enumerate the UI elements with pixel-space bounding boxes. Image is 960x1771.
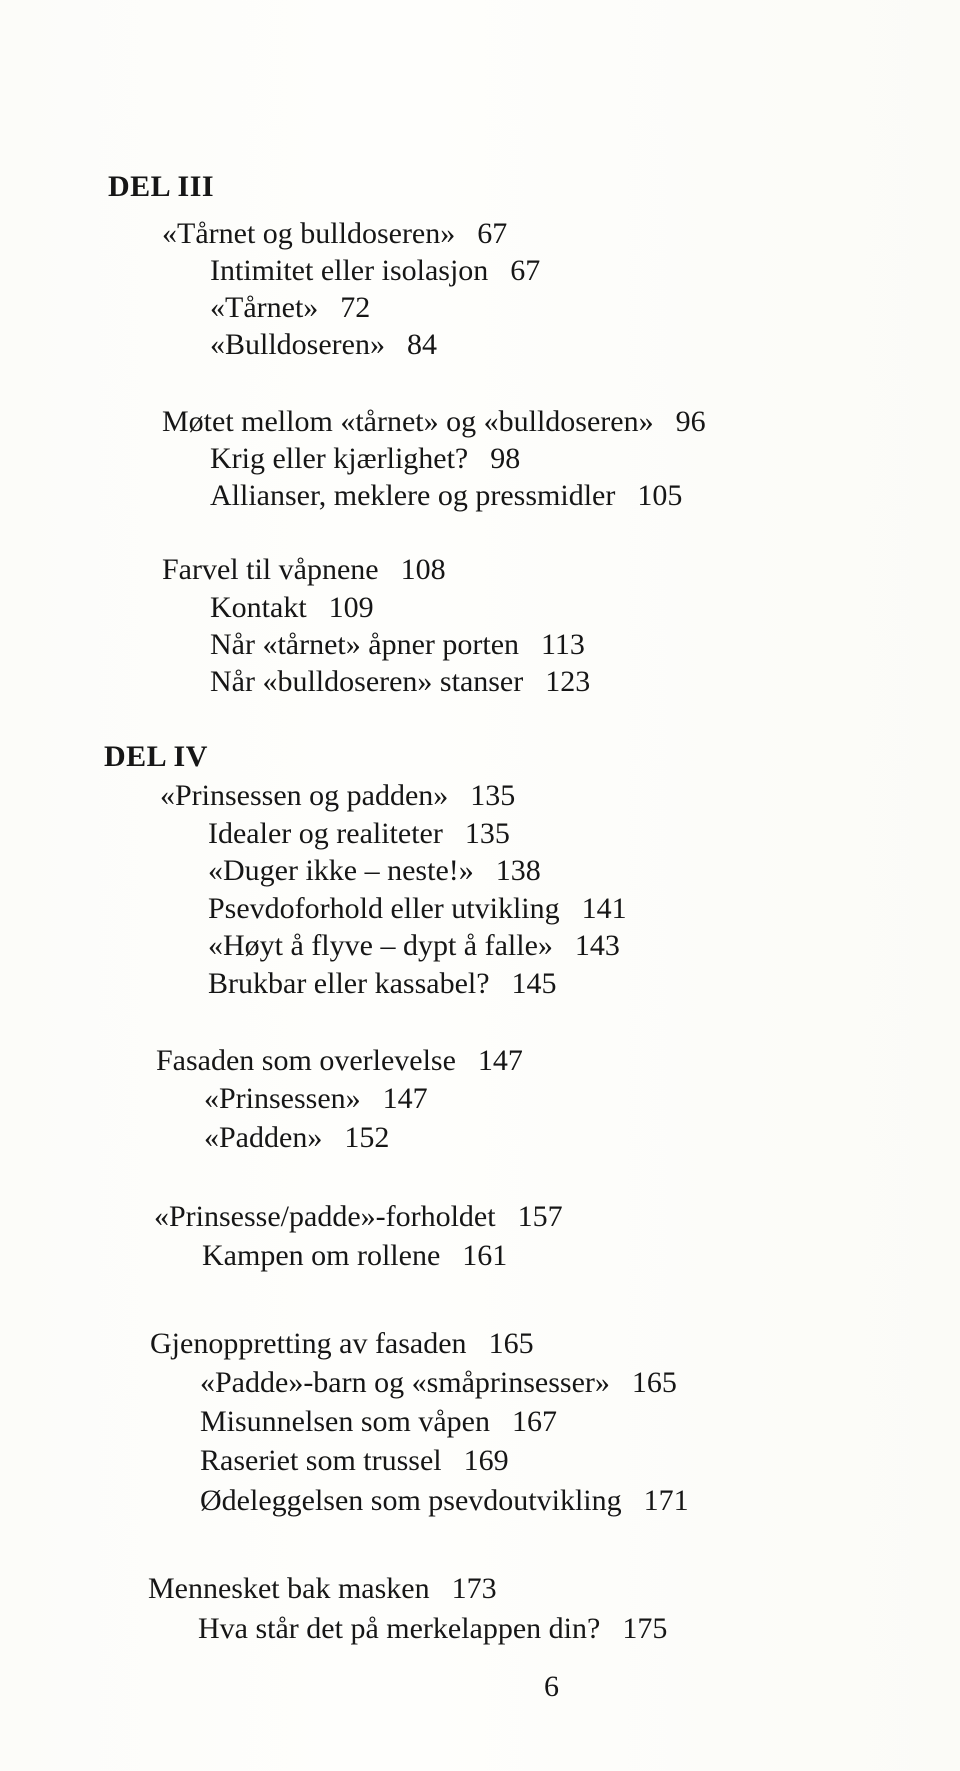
toc-chapter	[156, 1043, 523, 1079]
toc-page-number: 165	[488, 1327, 534, 1360]
toc-entry-title: «Tårnet»	[210, 291, 319, 324]
toc-section	[210, 627, 585, 663]
toc-page-number: 157	[517, 1200, 563, 1233]
toc-section	[208, 853, 541, 889]
toc-section	[208, 966, 557, 1002]
toc-page-number: 143	[574, 929, 620, 962]
toc-entry-title: «Padde»-barn og «småprinsesser»	[200, 1366, 610, 1399]
toc-page-number: 113	[541, 628, 585, 661]
toc-entry-title: Brukbar eller kassabel?	[208, 967, 490, 1000]
toc-page-number: 141	[581, 892, 627, 925]
toc-section	[204, 1081, 428, 1117]
toc-chapter	[148, 1571, 497, 1607]
toc-page-number: 167	[511, 1405, 557, 1438]
toc-entry-title: «Tårnet og bulldoseren»	[162, 217, 456, 250]
toc-page-number: 98	[490, 442, 521, 475]
toc-page-number: 161	[462, 1239, 508, 1272]
toc-entry-title: Misunnelsen som våpen	[200, 1405, 490, 1438]
toc-chapter	[150, 1326, 534, 1362]
toc-entry-title: Møtet mellom «tårnet» og «bulldoseren»	[162, 405, 654, 438]
part-title-3: DEL III	[108, 170, 215, 203]
toc-entry-title: «Bulldoseren»	[210, 328, 385, 361]
toc-entry-title: Fasaden som overlevelse	[156, 1044, 456, 1077]
toc-section	[210, 590, 374, 626]
toc-section	[202, 1238, 507, 1274]
toc-entry-title: Når «bulldoseren» stanser	[210, 665, 524, 698]
toc-page-number: 147	[477, 1044, 523, 1077]
toc-chapter	[154, 1199, 563, 1235]
toc-chapter	[162, 404, 706, 440]
toc-entry-title: Intimitet eller isolasjon	[210, 254, 489, 287]
toc-section	[208, 816, 510, 852]
toc-section	[208, 928, 620, 964]
toc-page-number: 67	[510, 254, 541, 287]
toc-entry-title: Hva står det på merkelappen din?	[198, 1612, 601, 1645]
toc-entry-title: «Prinsessen og padden»	[160, 779, 449, 812]
toc-entry-title: Allianser, meklere og pressmidler	[210, 479, 616, 512]
toc-page-number: 173	[451, 1572, 497, 1605]
toc-entry-title: Når «tårnet» åpner porten	[210, 628, 520, 661]
toc-section	[200, 1404, 557, 1440]
toc-chapter	[162, 216, 507, 252]
toc-page-number: 135	[470, 779, 516, 812]
toc-entry-title: Kontakt	[210, 591, 307, 624]
toc-page-number: 135	[464, 817, 510, 850]
toc-entry-title: «Padden»	[204, 1121, 323, 1154]
toc-section	[198, 1611, 667, 1647]
toc-page-number: 96	[675, 405, 706, 438]
toc-entry-title: «Prinsessen»	[204, 1082, 361, 1115]
toc-entry-title: Kampen om rollene	[202, 1239, 441, 1272]
toc-chapter	[160, 778, 515, 814]
toc-entry-title: «Prinsesse/padde»-forholdet	[154, 1200, 496, 1233]
toc-entry-title: Raseriet som trussel	[200, 1444, 442, 1477]
toc-section	[210, 253, 540, 289]
toc-page-number: 72	[340, 291, 371, 324]
toc-entry-title: Ødeleggelsen som psevdoutvikling	[200, 1484, 622, 1517]
toc-page-number: 84	[406, 328, 437, 361]
toc-entry-title: Idealer og realiteter	[208, 817, 443, 850]
toc-page-number: 145	[511, 967, 557, 1000]
toc-page-number: 165	[631, 1366, 677, 1399]
toc-page-number: 123	[545, 665, 591, 698]
toc-page-number: 152	[344, 1121, 390, 1154]
toc-page-number: 108	[400, 553, 446, 586]
toc-entry-title: Gjenoppretting av fasaden	[150, 1327, 467, 1360]
toc-section	[204, 1120, 389, 1156]
toc-entry-title: «Høyt å flyve – dypt å falle»	[208, 929, 553, 962]
toc-section	[208, 891, 627, 927]
toc-page-number: 147	[382, 1082, 428, 1115]
toc-page-number: 109	[328, 591, 374, 624]
toc-section	[200, 1483, 689, 1519]
toc-entry-title: Psevdoforhold eller utvikling	[208, 892, 560, 925]
toc-entry-title: Mennesket bak masken	[148, 1572, 430, 1605]
toc-section	[210, 441, 520, 477]
toc-section	[200, 1443, 509, 1479]
toc-page-number: 105	[637, 479, 683, 512]
toc-section	[210, 327, 437, 363]
toc-entry-title: «Duger ikke – neste!»	[208, 854, 474, 887]
toc-entry-title: Farvel til våpnene	[162, 553, 379, 586]
toc-page-number: 171	[643, 1484, 689, 1517]
part-title-4: DEL IV	[104, 740, 208, 773]
toc-section	[210, 290, 370, 326]
toc-page-number: 138	[495, 854, 541, 887]
toc-section	[200, 1365, 677, 1401]
toc-section	[210, 478, 682, 514]
toc-page-number: 175	[622, 1612, 668, 1645]
toc-page-number: 169	[463, 1444, 509, 1477]
toc-page-number: 67	[477, 217, 508, 250]
toc-section	[210, 664, 590, 700]
toc-chapter	[162, 552, 446, 588]
toc-entry-title: Krig eller kjærlighet?	[210, 442, 469, 475]
page-number: 6	[544, 1670, 559, 1703]
